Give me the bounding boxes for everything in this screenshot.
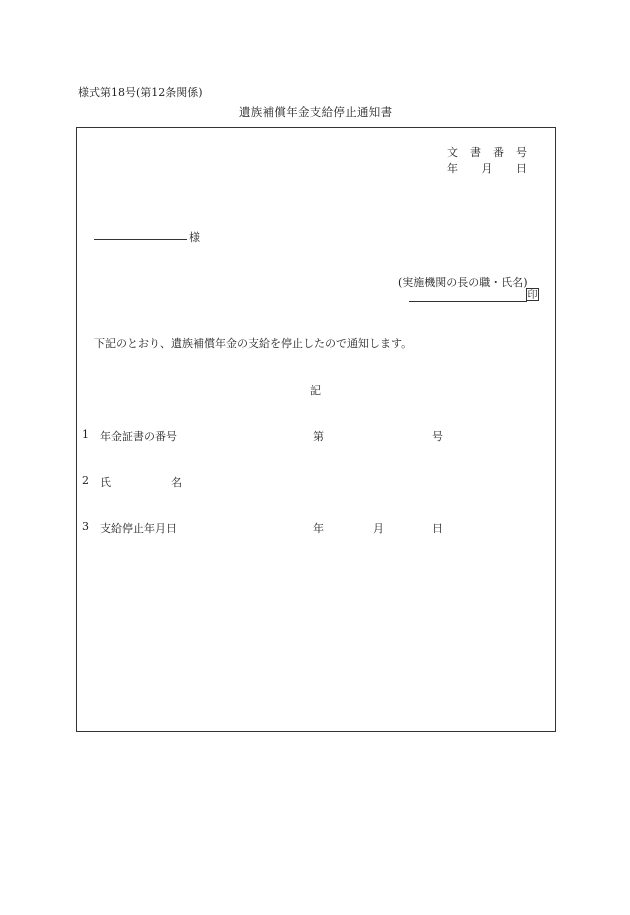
notice-body-text: 下記のとおり、遺族補償年金の支給を停止したので通知します。 [94,337,413,350]
document-title: 遺族補償年金支給停止通知書 [239,105,393,119]
suspension-year-label: 年 [313,522,324,535]
item-2-number: 2 [82,474,89,487]
date-day-label: 日 [516,162,527,175]
full-name-label-char: 氏 [100,476,111,489]
addressee-honorific: 様 [189,231,200,244]
full-name-label [100,474,182,490]
addressee-name-line [94,239,187,240]
suspension-date-label: 支給停止年月日 [100,522,177,535]
document-number-char: 書 [470,146,481,159]
full-name-label-char: 名 [171,476,182,489]
suspension-month-label: 月 [373,522,384,535]
form-reference: 様式第18号(第12条関係) [78,86,203,99]
suspension-day-label: 日 [432,522,443,535]
seal-mark: 印 [527,290,538,301]
document-number-char: 番 [493,146,504,159]
issue-date-label [447,160,527,176]
ki-heading: 記 [310,384,321,397]
notice-form-frame [76,127,556,732]
pension-certificate-number-label: 年金証書の番号 [100,430,177,443]
certificate-number-prefix: 第 [313,430,324,443]
item-3-number: 3 [82,520,89,533]
issuer-signature-line [409,301,527,302]
document-number-char: 号 [516,146,527,159]
date-month-label: 月 [481,162,493,175]
document-number-label [447,144,527,160]
document-number-char: 文 [447,146,458,159]
certificate-number-suffix: 号 [432,430,443,443]
date-year-label: 年 [447,162,458,175]
item-1-number: 1 [82,428,89,441]
issuer-title-name-label: (実施機関の長の職・氏名) [398,276,528,289]
